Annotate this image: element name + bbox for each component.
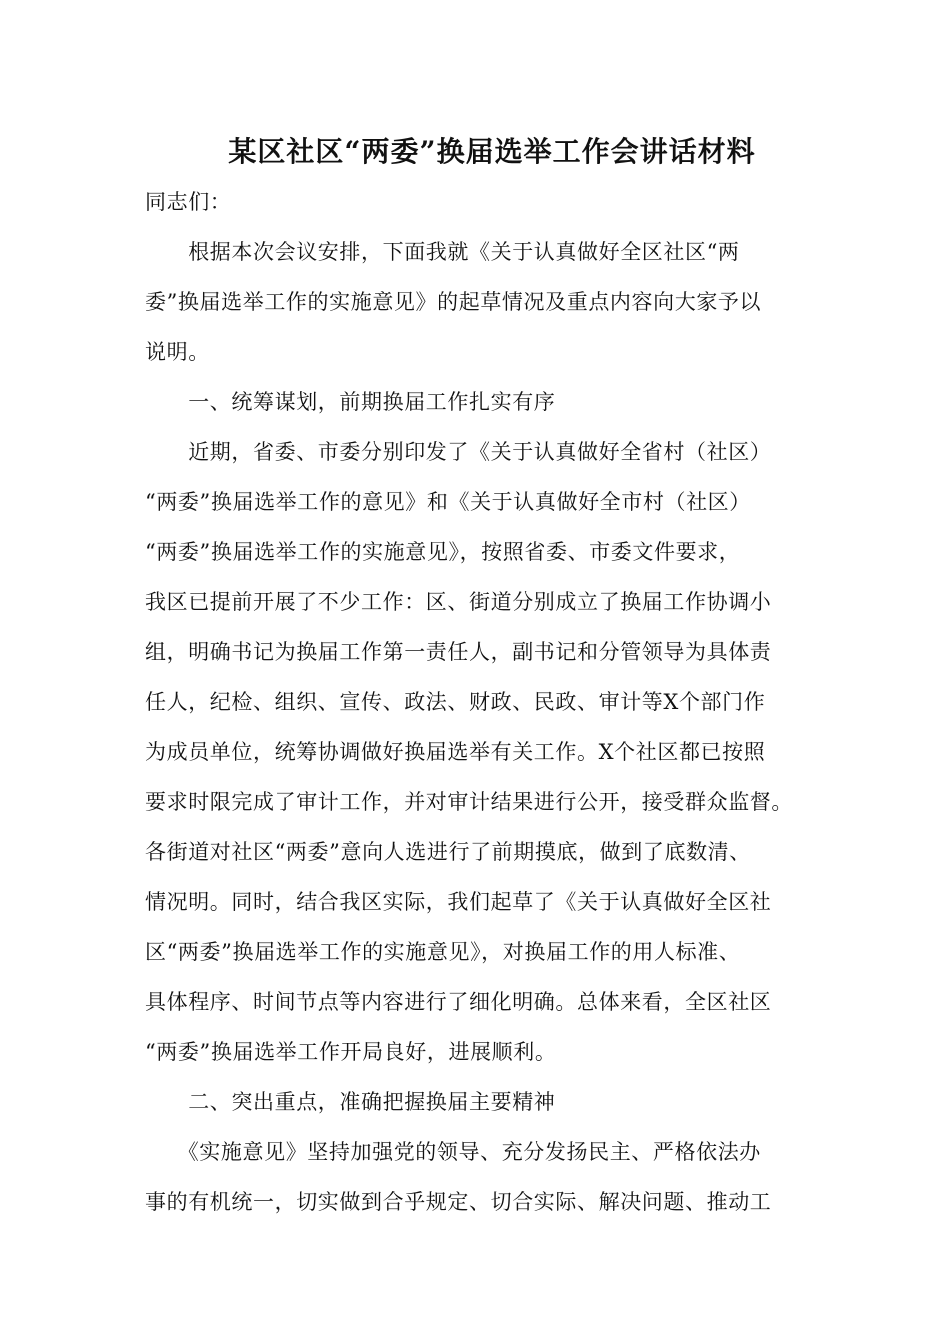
body-line: 近期，省委、市委分别印发了《关于认真做好全省村（社区） <box>145 440 772 464</box>
body-line: 具体程序、时间节点等内容进行了细化明确。总体来看，全区社区 <box>145 990 772 1014</box>
body-line: 各街道对社区“两委”意向人选进行了前期摸底，做到了底数清、 <box>145 840 751 864</box>
body-line: 要求时限完成了审计工作，并对审计结果进行公开，接受群众监督。 <box>145 790 793 814</box>
body-line: 为成员单位，统筹协调做好换届选举有关工作。X个社区都已按照 <box>145 740 766 764</box>
body-line: 事的有机统一，切实做到合乎规定、切合实际、解决问题、推动工 <box>145 1190 772 1214</box>
body-line: “两委”换届选举工作开局良好，进展顺利。 <box>145 1040 557 1064</box>
document-title: 某区社区“两委”换届选举工作会讲话材料 <box>228 135 756 168</box>
body-line: 区“两委”换届选举工作的实施意见》，对换届工作的用人标准、 <box>145 940 741 964</box>
body-line: 《实施意见》坚持加强党的领导、充分发扬民主、严格依法办 <box>145 1140 761 1164</box>
body-line: 说明。 <box>145 340 210 364</box>
section-heading-1: 一、统筹谋划，前期换届工作扎实有序 <box>145 390 556 414</box>
body-line: 组，明确书记为换届工作第一责任人，副书记和分管领导为具体责 <box>145 640 772 664</box>
body-line: “两委”换届选举工作的意见》和《关于认真做好全市村（社区） <box>145 490 751 514</box>
body-line: 我区已提前开展了不少工作：区、街道分别成立了换届工作协调小 <box>145 590 772 614</box>
section-heading-2: 二、突出重点，准确把握换届主要精神 <box>145 1090 556 1114</box>
body-line: 委”换届选举工作的实施意见》的起草情况及重点内容向大家予以 <box>145 290 762 314</box>
body-line: 根据本次会议安排，下面我就《关于认真做好全区社区“两 <box>145 240 740 264</box>
body-line: 任人，纪检、组织、宣传、政法、财政、民政、审计等X个部门作 <box>145 690 766 714</box>
salutation-line: 同志们： <box>145 190 232 214</box>
body-line: 情况明。同时，结合我区实际，我们起草了《关于认真做好全区社 <box>145 890 772 914</box>
body-line: “两委”换届选举工作的实施意见》，按照省委、市委文件要求， <box>145 540 741 564</box>
